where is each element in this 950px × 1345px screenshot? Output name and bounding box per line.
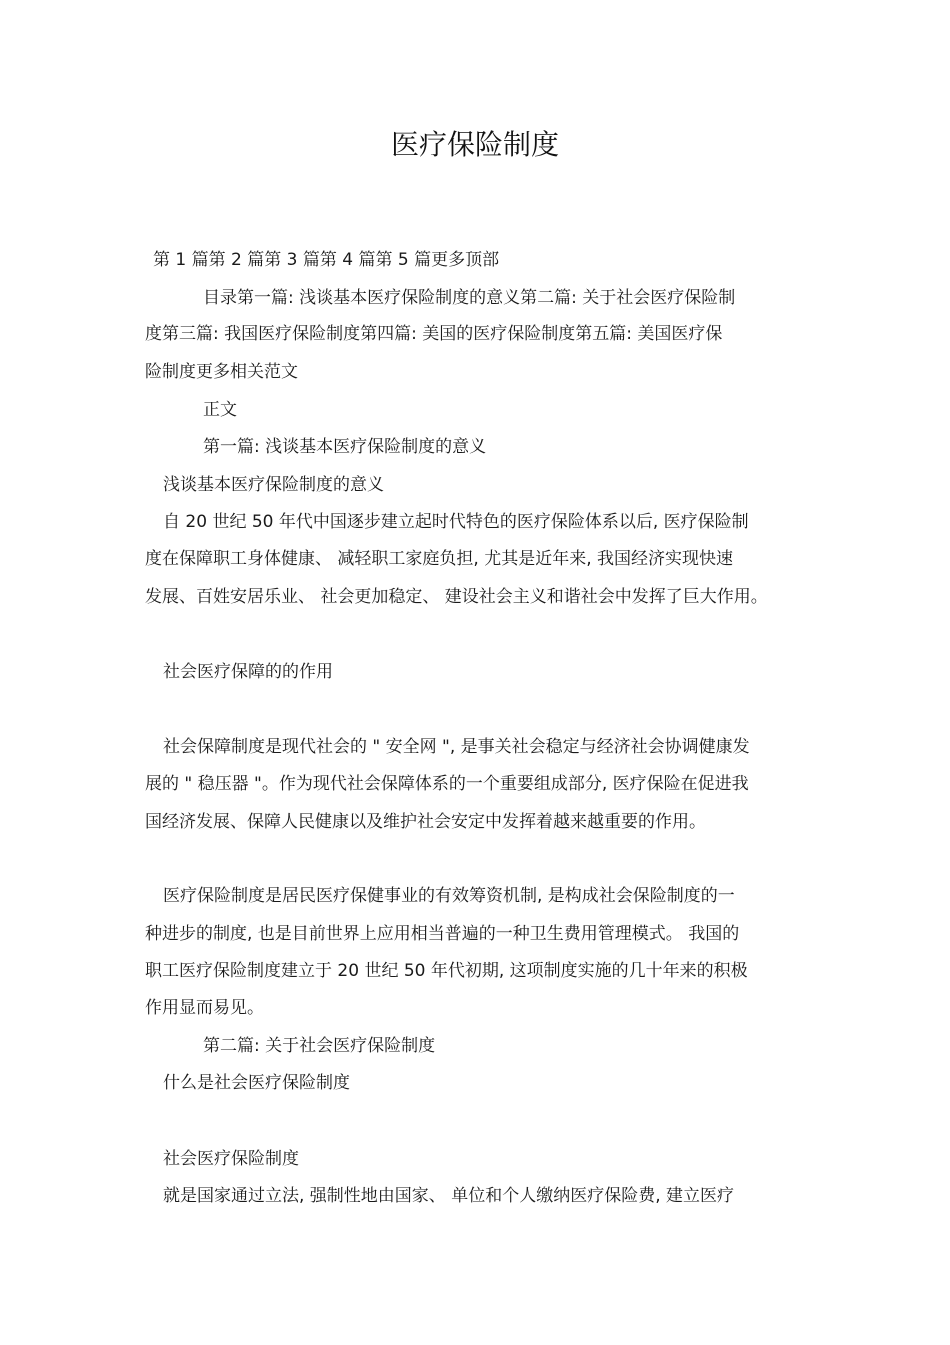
toc-line-2: 度第三篇: 我国医疗保险制度第四篇: 美国的医疗保险制度第五篇: 美国医疗保: [145, 324, 723, 344]
paragraph-3-line-2: 种进步的制度, 也是目前世界上应用相当普遍的一种卫生费用管理模式。 我国的: [145, 924, 740, 944]
document-title: 医疗保险制度: [390, 128, 559, 161]
paragraph-2-line-3: 国经济发展、保障人民健康以及维护社会安定中发挥着越来越重要的作用。: [145, 812, 706, 832]
paragraph-1-line-3: 发展、百姓安居乐业、 社会更加稳定、 建设社会主义和谐社会中发挥了巨大作用。: [145, 587, 768, 607]
paragraph-3-line-4: 作用显而易见。: [145, 998, 264, 1018]
toc-line-3: 险制度更多相关范文: [145, 362, 298, 382]
article-nav-line: 第 1 篇第 2 篇第 3 篇第 4 篇第 5 篇更多顶部: [153, 250, 500, 270]
subheading-3: 什么是社会医疗保险制度: [163, 1073, 350, 1093]
subheading-4: 社会医疗保险制度: [163, 1149, 299, 1169]
paragraph-1-line-1: 自 20 世纪 50 年代中国逐步建立起时代特色的医疗保险体系以后, 医疗保险制: [163, 512, 749, 532]
paragraph-2-line-2: 展的 " 稳压器 "。作为现代社会保障体系的一个重要组成部分, 医疗保险在促进我: [145, 774, 749, 794]
paragraph-1-line-2: 度在保障职工身体健康、 减轻职工家庭负担, 尤其是近年来, 我国经济实现快速: [145, 549, 734, 569]
chapter-heading-2: 第二篇: 关于社会医疗保险制度: [203, 1036, 436, 1056]
subheading-2: 社会医疗保障的的作用: [163, 662, 333, 682]
paragraph-4-line-1: 就是国家通过立法, 强制性地由国家、 单位和个人缴纳医疗保险费, 建立医疗: [163, 1186, 735, 1206]
paragraph-3-line-3: 职工医疗保险制度建立于 20 世纪 50 年代初期, 这项制度实施的几十年来的积极: [145, 961, 748, 981]
paragraph-2-line-1: 社会保障制度是现代社会的 " 安全网 ", 是事关社会稳定与经济社会协调健康发: [163, 737, 750, 757]
paragraph-3-line-1: 医疗保险制度是居民医疗保健事业的有效筹资机制, 是构成社会保险制度的一: [163, 886, 735, 906]
chapter-heading-1: 第一篇: 浅谈基本医疗保险制度的意义: [203, 437, 487, 457]
subheading-1: 浅谈基本医疗保险制度的意义: [163, 475, 384, 495]
toc-line-1: 目录第一篇: 浅谈基本医疗保险制度的意义第二篇: 关于社会医疗保险制: [203, 288, 736, 308]
section-label-zhengwen: 正文: [203, 400, 237, 420]
